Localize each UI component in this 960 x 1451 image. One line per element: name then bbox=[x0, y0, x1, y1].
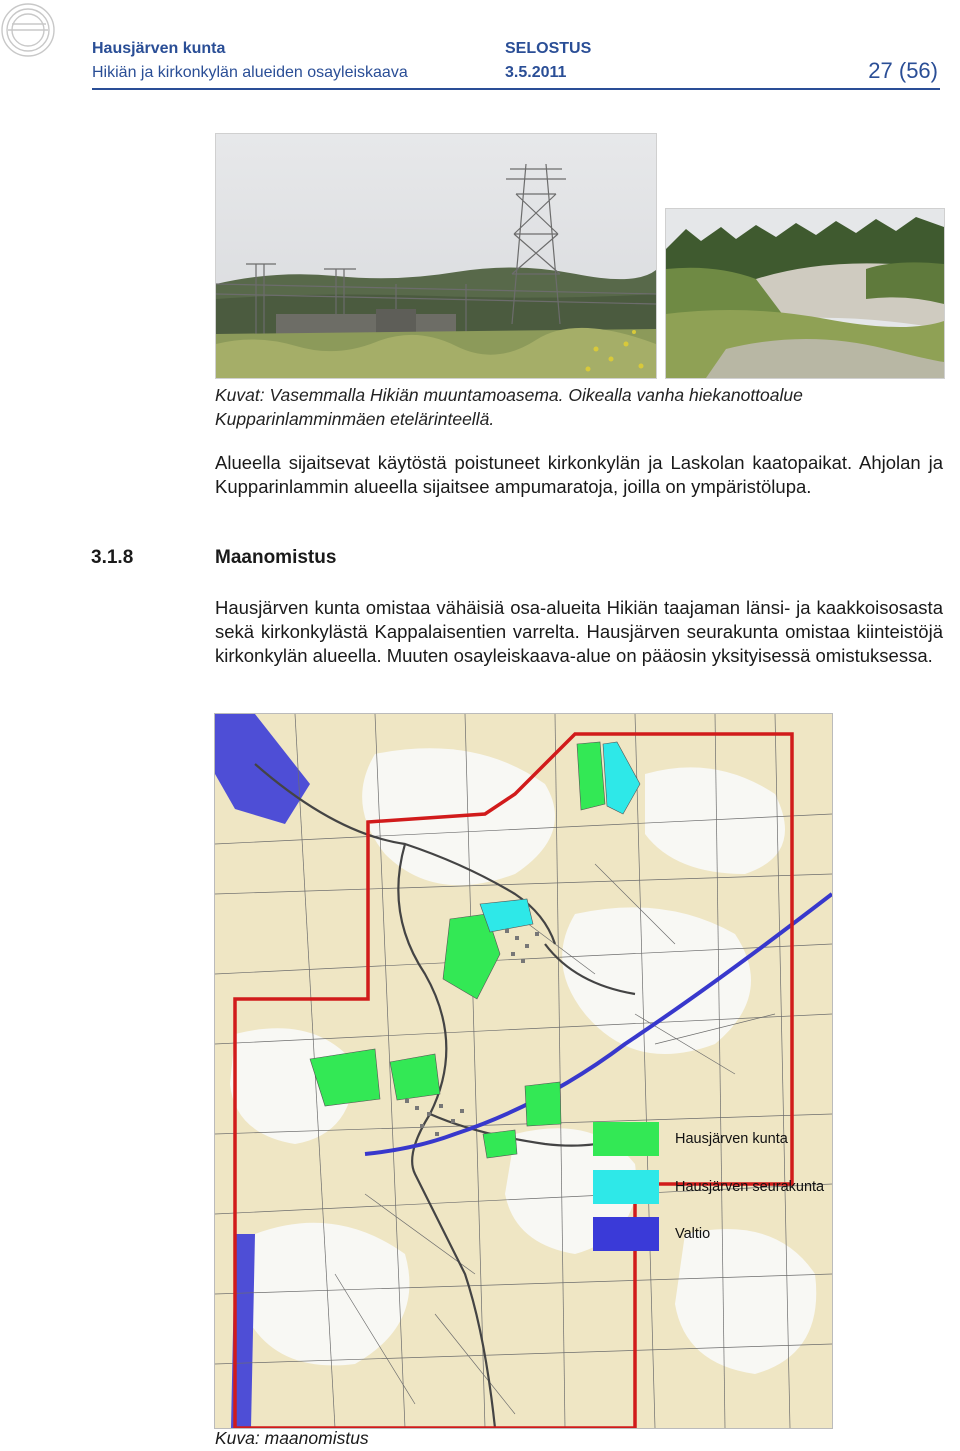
land-ownership-map bbox=[214, 713, 833, 1429]
legend-label: Hausjärven kunta bbox=[675, 1131, 788, 1147]
photo-transformer-station bbox=[215, 133, 657, 379]
paragraph-landfills: Alueella sijaitsevat käytöstä poistuneet kirkonkylän ja Laskolan kaatopaikat. Ahjolan ja Kupparinlammin alueella sijaitsee ampumaratoja, joilla on ympäristölupa. bbox=[215, 452, 943, 497]
paragraph-land-ownership: Hausjärven kunta omistaa vähäisiä osa-alueita Hikiän taajaman länsi- ja kaakkoisosasta sekä kirkonkylästä Kappalaisentien varrelta. Hausjärven seurakunta omistaa kiinteistöjä kirkonkylän alueella. Muuten osayleiskaava-alue on pääosin yksityisessä omistuksessa. bbox=[215, 597, 943, 666]
map-caption: Kuva: maanomistus bbox=[215, 1428, 369, 1448]
legend-item-municipality bbox=[593, 1122, 831, 1162]
legend-swatch-cyan bbox=[593, 1170, 659, 1204]
logo-e-icon bbox=[0, 0, 60, 60]
photo-caption: Kuvat: Vasemmalla Hikiän muuntamoasema. Oikealla vanha hiekanottoalue Kupparinlamminmäen etelärinteellä. bbox=[215, 385, 803, 429]
header-subtitle: Hikiän ja kirkonkylän alueiden osayleiskaava bbox=[92, 64, 408, 81]
legend-item-state bbox=[593, 1217, 831, 1257]
page-number: 27 (56) bbox=[868, 58, 938, 83]
photo-sand-pit bbox=[665, 208, 945, 379]
section-number: 3.1.8 bbox=[91, 547, 134, 568]
header-organization: Hausjärven kunta bbox=[92, 40, 226, 57]
legend-label: Valtio bbox=[675, 1226, 711, 1242]
section-title: Maanomistus bbox=[215, 547, 337, 568]
legend-swatch-green bbox=[593, 1122, 659, 1156]
legend-label: Hausjärven seurakunta bbox=[675, 1179, 825, 1195]
legend-item-parish bbox=[593, 1170, 831, 1210]
header-date: 3.5.2011 bbox=[505, 64, 567, 81]
header-document-type: SELOSTUS bbox=[505, 40, 592, 57]
header-divider bbox=[92, 88, 940, 90]
legend-swatch-blue bbox=[593, 1217, 659, 1251]
map-legend bbox=[593, 1122, 831, 1264]
